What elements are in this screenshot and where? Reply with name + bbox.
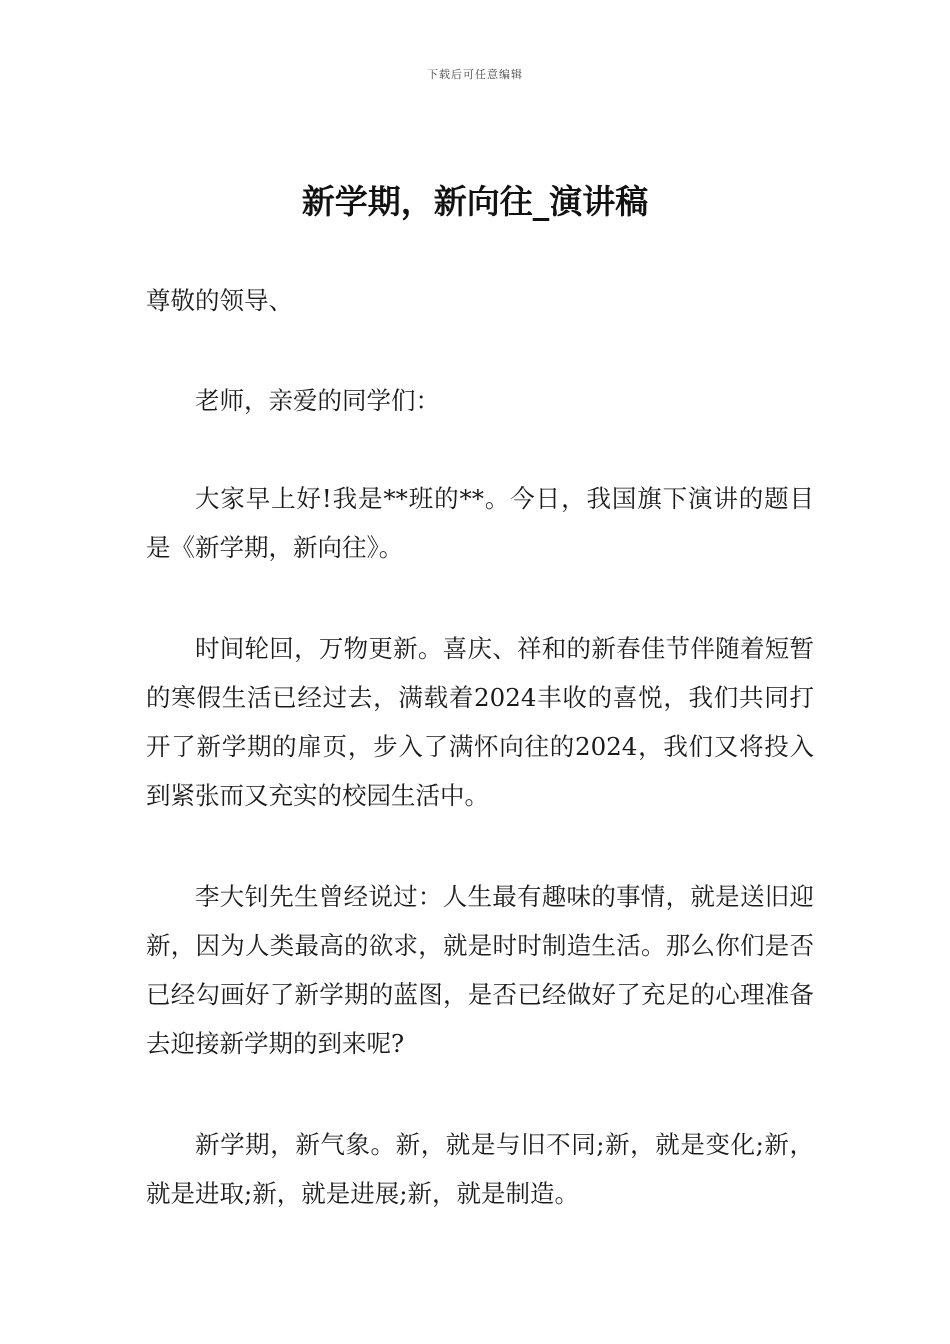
paragraph-intro: 大家早上好!我是**班的**。今日，我国旗下演讲的题目是《新学期，新向往》。 <box>146 484 814 562</box>
paragraph-time: 时间轮回，万物更新。喜庆、祥和的新春佳节伴随着短暂的寒假生活已经过去，满载着2024丰收的喜悦，我们共同打开了新学期的扉页，步入了满怀向往的2024，我们又将投入到紧张而又充实的校园生活中。 <box>146 634 814 810</box>
salutation: 尊敬的领导、 <box>146 286 293 315</box>
paragraph-greeting: 老师，亲爱的同学们： <box>195 386 440 415</box>
header-note: 下载后可任意编辑 <box>427 68 523 81</box>
paragraph-new-term: 新学期，新气象。新，就是与旧不同;新，就是变化;新，就是进取;新，就是进展;新，就是制造。 <box>146 1130 814 1208</box>
document-title: 新学期，新向往_演讲稿 <box>301 182 649 221</box>
paragraph-quote: 李大钊先生曾经说过：人生最有趣味的事情，就是送旧迎新，因为人类最高的欲求，就是时时制造生活。那么你们是否已经勾画好了新学期的蓝图，是否已经做好了充足的心理准备去迎接新学期的到来呢? <box>146 882 814 1058</box>
